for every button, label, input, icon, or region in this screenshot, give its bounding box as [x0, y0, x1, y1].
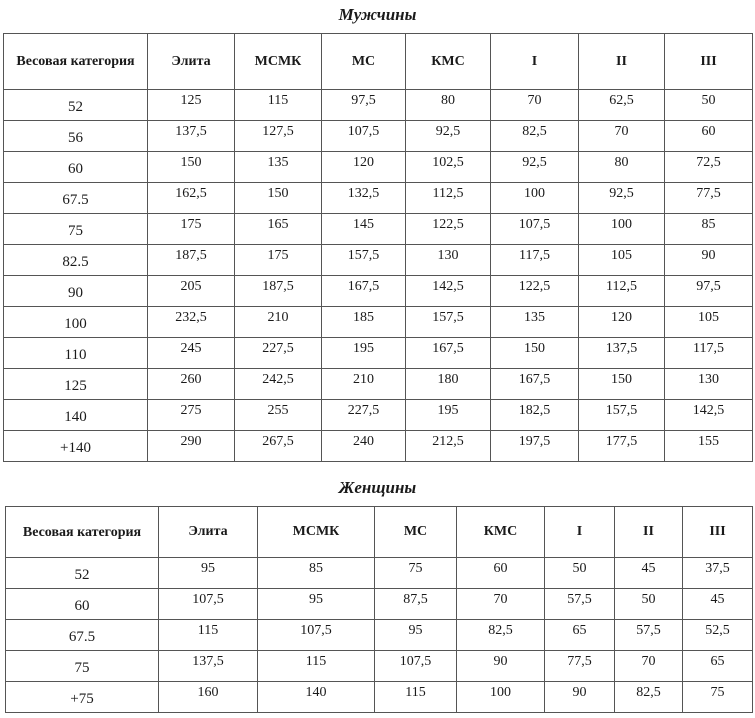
standard-value-cell: 62,5 — [579, 90, 665, 121]
women-table-title: Женщины — [338, 478, 417, 497]
standard-value-cell: 95 — [258, 589, 375, 620]
women-header-rank-2: МСМК — [258, 507, 375, 558]
standard-value-cell: 87,5 — [375, 589, 457, 620]
table-row — [4, 121, 753, 152]
table-row — [6, 620, 753, 651]
weight-category-cell: 75 — [4, 214, 148, 245]
table-row — [4, 152, 753, 183]
standard-value-cell: 187,5 — [235, 276, 322, 307]
women-header-rank-7: III — [683, 507, 753, 558]
standard-value-cell: 120 — [322, 152, 406, 183]
standard-value-cell: 162,5 — [148, 183, 235, 214]
standard-value-cell: 210 — [322, 369, 406, 400]
table-row — [4, 338, 753, 369]
table-row — [4, 183, 753, 214]
table-row — [4, 400, 753, 431]
standard-value-cell: 260 — [148, 369, 235, 400]
standard-value-cell: 100 — [491, 183, 579, 214]
women-standards-table — [5, 506, 753, 713]
standard-value-cell: 107,5 — [322, 121, 406, 152]
standard-value-cell: 95 — [375, 620, 457, 651]
standard-value-cell: 50 — [615, 589, 683, 620]
standard-value-cell: 85 — [665, 214, 753, 245]
standard-value-cell: 50 — [545, 558, 615, 589]
men-standards-table — [3, 33, 753, 462]
weight-category-cell: 140 — [4, 400, 148, 431]
standard-value-cell: 242,5 — [235, 369, 322, 400]
standard-value-cell: 122,5 — [491, 276, 579, 307]
standard-value-cell: 140 — [258, 682, 375, 713]
standard-value-cell: 70 — [491, 90, 579, 121]
standard-value-cell: 150 — [491, 338, 579, 369]
standard-value-cell: 37,5 — [683, 558, 753, 589]
women-header-weight-category: Весовая категория — [6, 507, 159, 558]
standard-value-cell: 167,5 — [406, 338, 491, 369]
weight-category-cell: 67.5 — [4, 183, 148, 214]
standard-value-cell: 125 — [148, 90, 235, 121]
standard-value-cell: 137,5 — [579, 338, 665, 369]
standard-value-cell: 227,5 — [235, 338, 322, 369]
standard-value-cell: 165 — [235, 214, 322, 245]
standard-value-cell: 150 — [235, 183, 322, 214]
standard-value-cell: 105 — [665, 307, 753, 338]
standard-value-cell: 267,5 — [235, 431, 322, 462]
standard-value-cell: 117,5 — [665, 338, 753, 369]
women-header-rank-4: КМС — [457, 507, 545, 558]
men-header-rank-1: Элита — [148, 34, 235, 90]
standard-value-cell: 212,5 — [406, 431, 491, 462]
men-header-row — [4, 34, 753, 90]
men-header-rank-5: I — [491, 34, 579, 90]
standard-value-cell: 115 — [235, 90, 322, 121]
men-header-rank-3: МС — [322, 34, 406, 90]
standard-value-cell: 77,5 — [545, 651, 615, 682]
standard-value-cell: 82,5 — [457, 620, 545, 651]
standard-value-cell: 157,5 — [579, 400, 665, 431]
men-table-body — [4, 90, 753, 462]
standard-value-cell: 195 — [406, 400, 491, 431]
standard-value-cell: 135 — [235, 152, 322, 183]
standard-value-cell: 100 — [457, 682, 545, 713]
standard-value-cell: 65 — [683, 651, 753, 682]
weight-category-cell: 60 — [4, 152, 148, 183]
standard-value-cell: 142,5 — [665, 400, 753, 431]
standard-value-cell: 77,5 — [665, 183, 753, 214]
standard-value-cell: 90 — [545, 682, 615, 713]
weight-category-cell: 60 — [6, 589, 159, 620]
women-table-body — [6, 558, 753, 713]
weight-category-cell: 110 — [4, 338, 148, 369]
table-row — [6, 589, 753, 620]
standard-value-cell: 70 — [579, 121, 665, 152]
weight-category-cell: 82.5 — [4, 245, 148, 276]
table-row — [4, 431, 753, 462]
standard-value-cell: 120 — [579, 307, 665, 338]
women-header-rank-1: Элита — [159, 507, 258, 558]
women-header-rank-5: I — [545, 507, 615, 558]
standard-value-cell: 112,5 — [579, 276, 665, 307]
standard-value-cell: 130 — [665, 369, 753, 400]
standard-value-cell: 115 — [159, 620, 258, 651]
standard-value-cell: 97,5 — [665, 276, 753, 307]
standard-value-cell: 75 — [375, 558, 457, 589]
standard-value-cell: 85 — [258, 558, 375, 589]
table-row — [6, 558, 753, 589]
standard-value-cell: 122,5 — [406, 214, 491, 245]
standard-value-cell: 210 — [235, 307, 322, 338]
standard-value-cell: 45 — [683, 589, 753, 620]
table-row — [4, 245, 753, 276]
men-header-rank-7: III — [665, 34, 753, 90]
standard-value-cell: 245 — [148, 338, 235, 369]
standard-value-cell: 112,5 — [406, 183, 491, 214]
standard-value-cell: 107,5 — [159, 589, 258, 620]
weight-category-cell: +75 — [6, 682, 159, 713]
weight-category-cell: 52 — [4, 90, 148, 121]
standard-value-cell: 145 — [322, 214, 406, 245]
men-table-title: Мужчины — [338, 5, 417, 24]
standard-value-cell: 82,5 — [491, 121, 579, 152]
table-row — [4, 90, 753, 121]
standard-value-cell: 180 — [406, 369, 491, 400]
men-header-rank-2: МСМК — [235, 34, 322, 90]
standard-value-cell: 177,5 — [579, 431, 665, 462]
standard-value-cell: 97,5 — [322, 90, 406, 121]
standard-value-cell: 275 — [148, 400, 235, 431]
standard-value-cell: 65 — [545, 620, 615, 651]
standard-value-cell: 92,5 — [579, 183, 665, 214]
men-header-rank-6: II — [579, 34, 665, 90]
standard-value-cell: 70 — [615, 651, 683, 682]
standard-value-cell: 290 — [148, 431, 235, 462]
weight-category-cell: 52 — [6, 558, 159, 589]
standard-value-cell: 50 — [665, 90, 753, 121]
table-row — [4, 276, 753, 307]
standard-value-cell: 117,5 — [491, 245, 579, 276]
standard-value-cell: 182,5 — [491, 400, 579, 431]
women-header-rank-6: II — [615, 507, 683, 558]
standard-value-cell: 115 — [375, 682, 457, 713]
standard-value-cell: 137,5 — [159, 651, 258, 682]
standard-value-cell: 90 — [457, 651, 545, 682]
weight-category-cell: 100 — [4, 307, 148, 338]
standard-value-cell: 157,5 — [406, 307, 491, 338]
table-row — [6, 682, 753, 713]
standard-value-cell: 195 — [322, 338, 406, 369]
standard-value-cell: 255 — [235, 400, 322, 431]
standard-value-cell: 135 — [491, 307, 579, 338]
standard-value-cell: 142,5 — [406, 276, 491, 307]
standard-value-cell: 160 — [159, 682, 258, 713]
women-header-rank-3: МС — [375, 507, 457, 558]
standard-value-cell: 75 — [683, 682, 753, 713]
standard-value-cell: 57,5 — [615, 620, 683, 651]
standard-value-cell: 205 — [148, 276, 235, 307]
standard-value-cell: 100 — [579, 214, 665, 245]
standard-value-cell: 80 — [579, 152, 665, 183]
standard-value-cell: 70 — [457, 589, 545, 620]
standard-value-cell: 130 — [406, 245, 491, 276]
weight-category-cell: 56 — [4, 121, 148, 152]
standard-value-cell: 185 — [322, 307, 406, 338]
standard-value-cell: 167,5 — [322, 276, 406, 307]
standard-value-cell: 105 — [579, 245, 665, 276]
standard-value-cell: 115 — [258, 651, 375, 682]
standard-value-cell: 175 — [148, 214, 235, 245]
standard-value-cell: 60 — [457, 558, 545, 589]
standard-value-cell: 137,5 — [148, 121, 235, 152]
standard-value-cell: 80 — [406, 90, 491, 121]
standard-value-cell: 187,5 — [148, 245, 235, 276]
standard-value-cell: 52,5 — [683, 620, 753, 651]
table-row — [4, 369, 753, 400]
standard-value-cell: 175 — [235, 245, 322, 276]
standard-value-cell: 107,5 — [375, 651, 457, 682]
standard-value-cell: 127,5 — [235, 121, 322, 152]
standard-value-cell: 102,5 — [406, 152, 491, 183]
standard-value-cell: 155 — [665, 431, 753, 462]
weight-category-cell: 67.5 — [6, 620, 159, 651]
standard-value-cell: 232,5 — [148, 307, 235, 338]
table-row — [4, 214, 753, 245]
men-header-weight-category: Весовая категория — [4, 34, 148, 90]
standard-value-cell: 92,5 — [491, 152, 579, 183]
standard-value-cell: 90 — [665, 245, 753, 276]
weight-category-cell: 125 — [4, 369, 148, 400]
weight-category-cell: 90 — [4, 276, 148, 307]
standard-value-cell: 57,5 — [545, 589, 615, 620]
table-row — [4, 307, 753, 338]
standard-value-cell: 227,5 — [322, 400, 406, 431]
weight-category-cell: 75 — [6, 651, 159, 682]
standard-value-cell: 60 — [665, 121, 753, 152]
standard-value-cell: 45 — [615, 558, 683, 589]
men-header-rank-4: КМС — [406, 34, 491, 90]
standard-value-cell: 107,5 — [258, 620, 375, 651]
standard-value-cell: 95 — [159, 558, 258, 589]
standard-value-cell: 157,5 — [322, 245, 406, 276]
standard-value-cell: 132,5 — [322, 183, 406, 214]
standard-value-cell: 72,5 — [665, 152, 753, 183]
standard-value-cell: 167,5 — [491, 369, 579, 400]
standard-value-cell: 240 — [322, 431, 406, 462]
women-header-row — [6, 507, 753, 558]
standard-value-cell: 150 — [579, 369, 665, 400]
standard-value-cell: 150 — [148, 152, 235, 183]
standard-value-cell: 107,5 — [491, 214, 579, 245]
weight-category-cell: +140 — [4, 431, 148, 462]
standard-value-cell: 197,5 — [491, 431, 579, 462]
standard-value-cell: 82,5 — [615, 682, 683, 713]
table-row — [6, 651, 753, 682]
standard-value-cell: 92,5 — [406, 121, 491, 152]
